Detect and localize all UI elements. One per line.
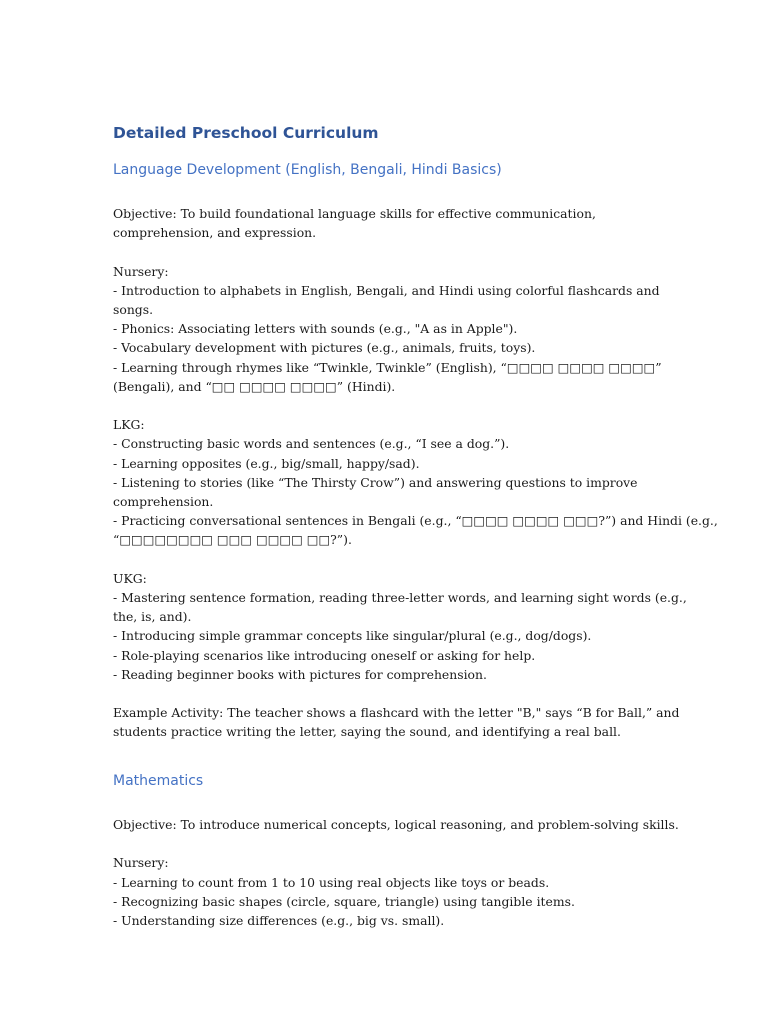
list-item: - Learning opposites (e.g., big/small, happy/sad).: [113, 455, 420, 471]
list-item: - Constructing basic words and sentences (e.g., “I see a dog.”).: [113, 436, 510, 452]
section-heading-mathematics: Mathematics: [113, 773, 204, 789]
list-item: - Learning to count from 1 to 10 using real objects like toys or beads.: [113, 874, 550, 890]
section-body-mathematics: [113, 815, 679, 930]
example-line: students practice writing the letter, saying the sound, and identifying a real ball.: [113, 724, 621, 740]
list-item: songs.: [113, 302, 154, 317]
list-item: - Learning through rhymes like “Twinkle, Twinkle” (English), “□□□□ □□□□ □□□□”: [113, 359, 662, 375]
list-item: - Introducing simple grammar concepts like singular/plural (e.g., dog/dogs).: [113, 628, 592, 644]
list-item: - Reading beginner books with pictures for comprehension.: [113, 666, 487, 682]
nursery-label: Nursery:: [113, 855, 169, 871]
list-item: (Bengali), and “□□ □□□□ □□□□” (Hindi).: [113, 378, 396, 394]
list-item: - Practicing conversational sentences in Bengali (e.g., “□□□□ □□□□ □□□?”) and Hindi (e.g.,: [113, 513, 718, 529]
document-title: Detailed Preschool Curriculum: [113, 124, 379, 142]
list-item: “□□□□□□□□ □□□ □□□□ □□?”).: [113, 532, 352, 548]
list-item: - Understanding size differences (e.g., big vs. small).: [113, 913, 445, 928]
list-item: the, is, and).: [113, 609, 192, 625]
list-item: - Phonics: Associating letters with sounds (e.g., "A as in Apple").: [113, 321, 518, 337]
list-item: - Vocabulary development with pictures (e.g., animals, fruits, toys).: [113, 340, 536, 356]
list-item: - Role-playing scenarios like introducing oneself or asking for help.: [113, 647, 536, 663]
section-body-language: [113, 204, 718, 742]
list-item: - Mastering sentence formation, reading three-letter words, and learning sight words (e.g.,: [113, 590, 687, 606]
objective-line: Objective: To introduce numerical concepts, logical reasoning, and problem-solving skills.: [113, 817, 679, 832]
example-line: Example Activity: The teacher shows a flashcard with the letter "B," says “B for Ball,” and: [113, 705, 680, 721]
nursery-label: Nursery:: [113, 263, 169, 279]
ukg-label: UKG:: [113, 570, 147, 586]
objective-line: Objective: To build foundational language skills for effective communication,: [113, 206, 596, 221]
lkg-label: LKG:: [113, 417, 145, 433]
list-item: - Introduction to alphabets in English, Bengali, and Hindi using colorful flashcards and: [113, 282, 660, 298]
list-item: - Listening to stories (like “The Thirsty Crow”) and answering questions to improve: [113, 474, 638, 490]
objective-line: comprehension, and expression.: [113, 225, 317, 241]
section-heading-language: Language Development (English, Bengali, Hindi Basics): [113, 162, 502, 178]
list-item: - Recognizing basic shapes (circle, square, triangle) using tangible items.: [113, 893, 575, 909]
list-item: comprehension.: [113, 494, 214, 510]
